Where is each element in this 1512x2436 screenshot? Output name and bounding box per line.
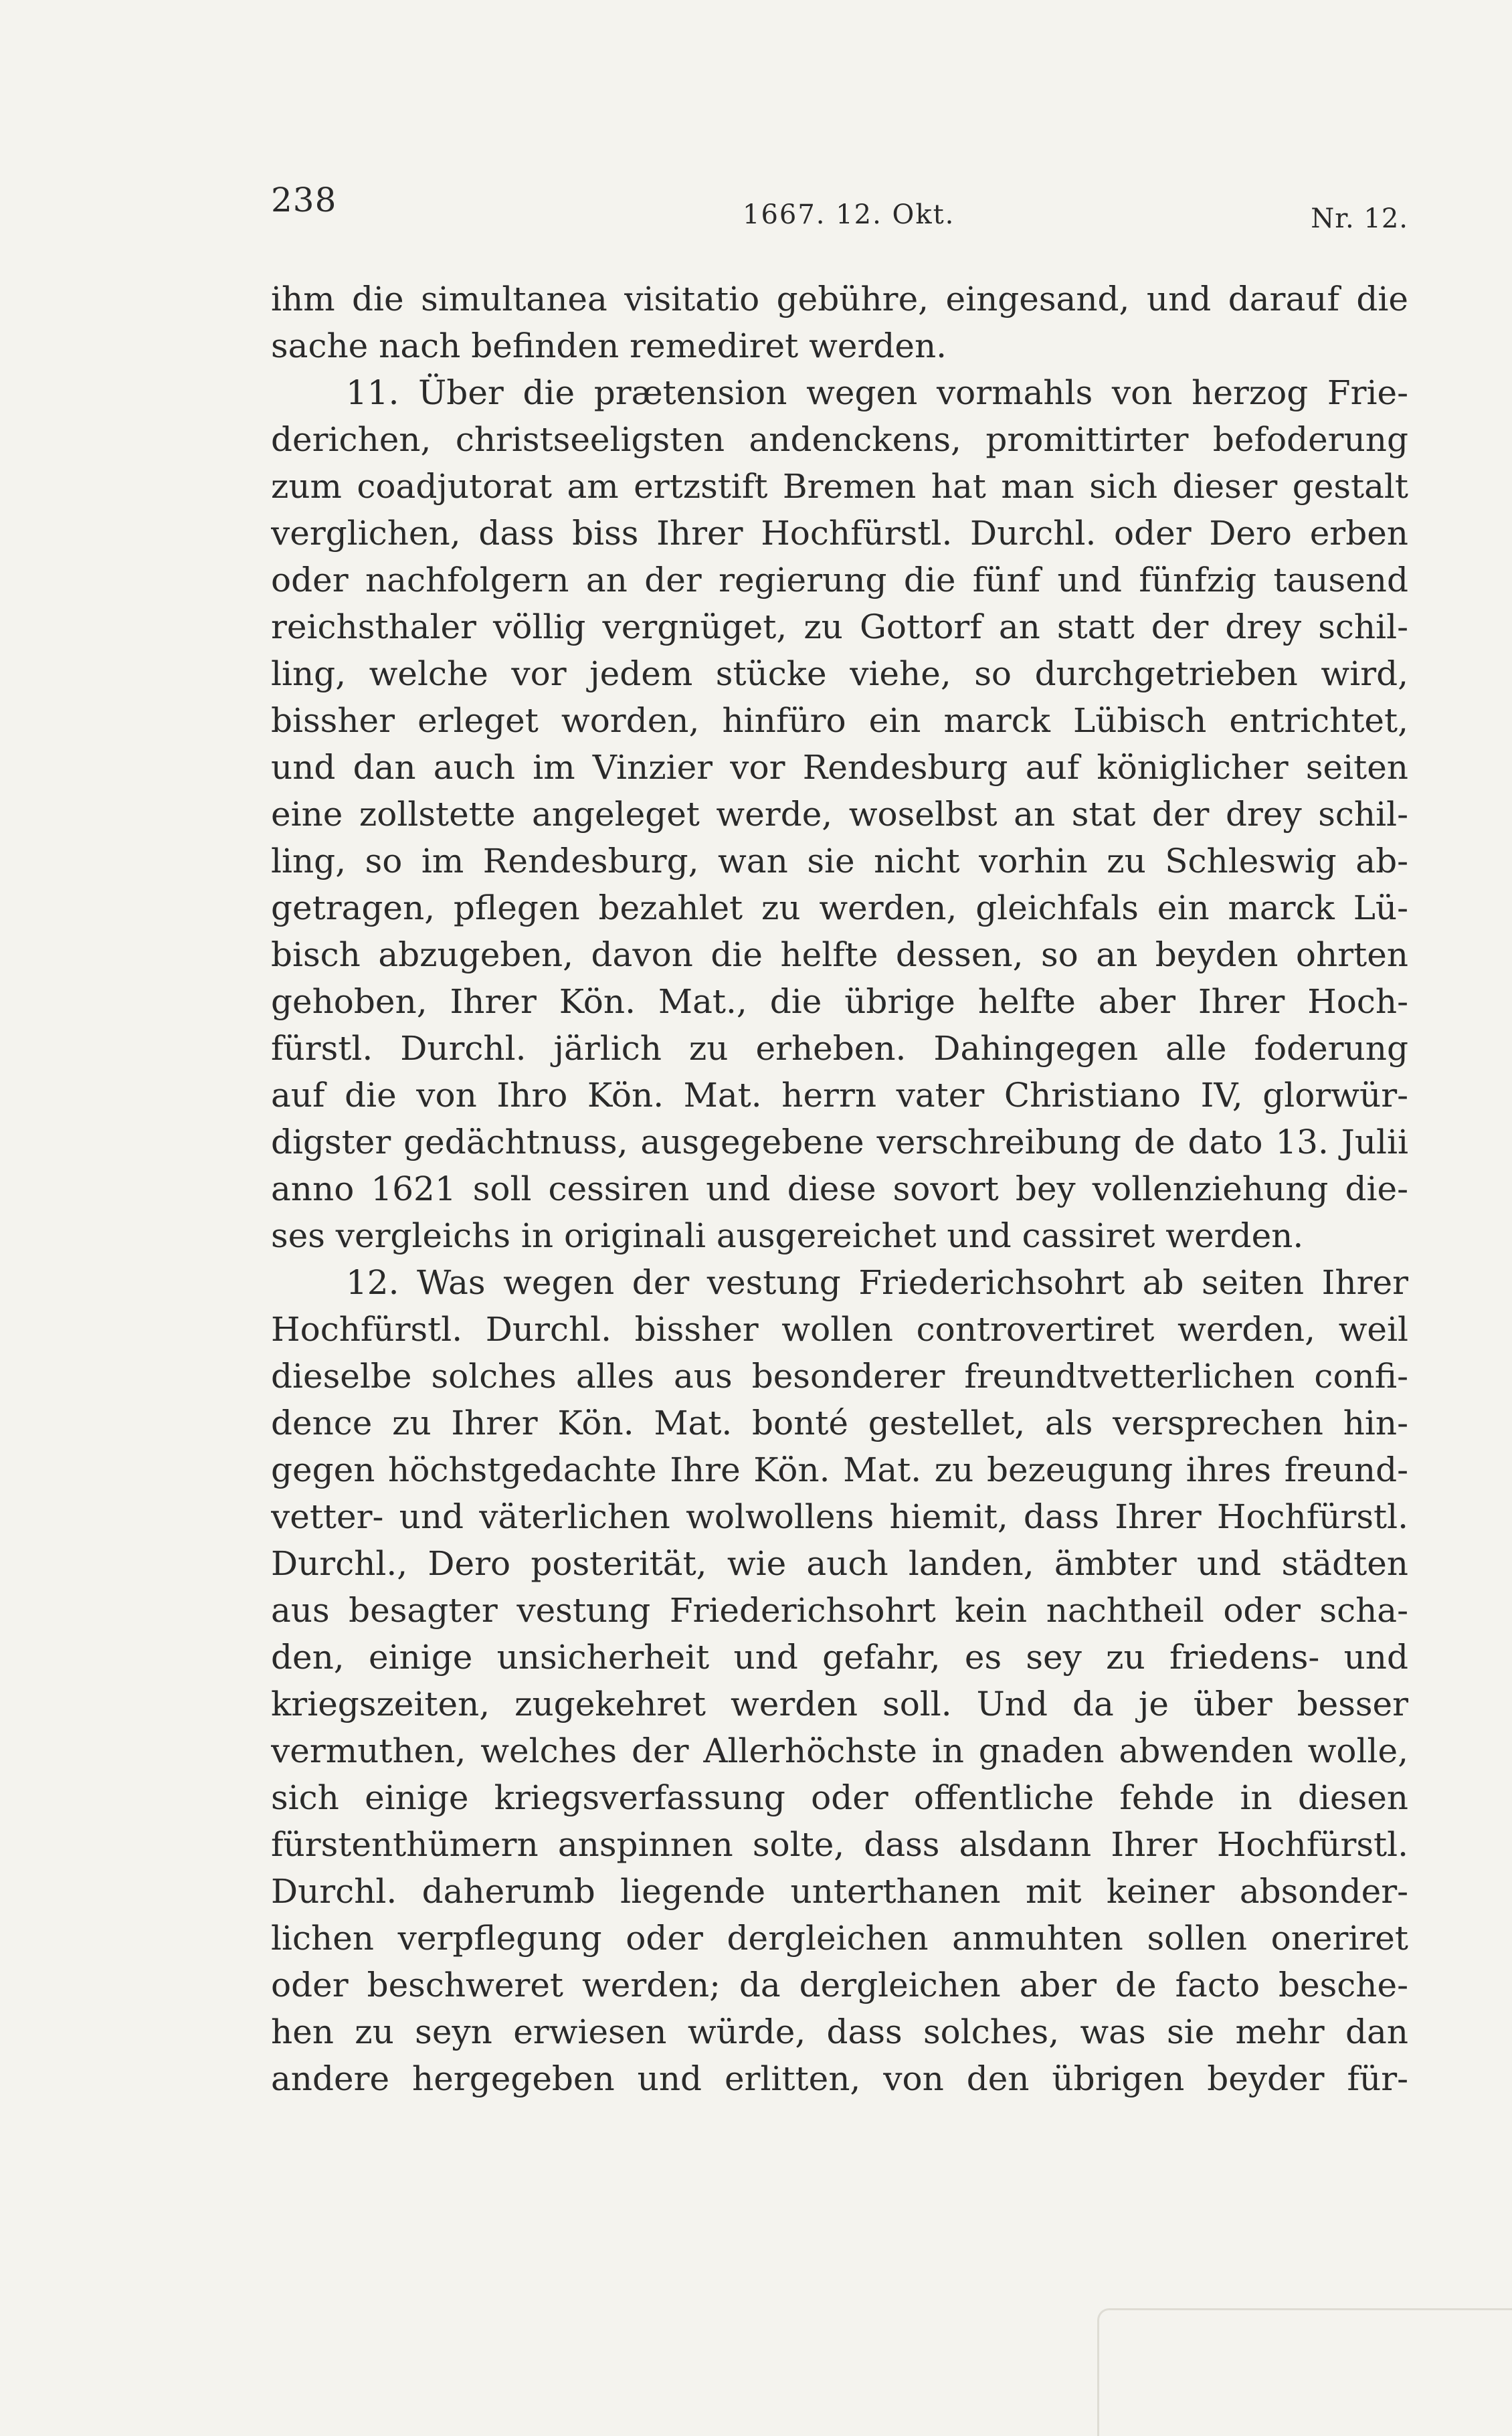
page-number: 238	[271, 181, 337, 219]
text-line: dieselbe solches alles aus besonderer freundtvetterlichen confi-	[271, 1357, 1408, 1396]
text-line: andere hergegeben und erlitten, von den übrigen beyder für-	[271, 2059, 1408, 2098]
body-text	[271, 276, 1408, 2102]
text-line: vetter- und väterlichen wolwollens hiemit, dass Ihrer Hochfürstl.	[271, 1497, 1408, 1536]
text-line: auf die von Ihro Kön. Mat. herrn vater Christiano IV, glorwür-	[271, 1076, 1408, 1115]
paragraph-12-start: 12. Was wegen der vestung Friederichsohrt ab seiten Ihrer	[346, 1263, 1408, 1302]
text-line: oder beschweret werden; da dergleichen aber de facto besche-	[271, 1966, 1408, 2004]
text-line: reichsthaler völlig vergnüget, zu Gottorf an statt der drey schil-	[271, 607, 1408, 646]
text-line: verglichen, dass biss Ihrer Hochfürstl. Durchl. oder Dero erben	[271, 514, 1408, 553]
text-line: eine zollstette angeleget werde, woselbst an stat der drey schil-	[271, 795, 1408, 834]
text-line: bissher erleget worden, hinfüro ein marck Lübisch entrichtet,	[271, 701, 1408, 740]
scan-corner-mark	[1097, 2308, 1512, 2436]
text-line: fürstl. Durchl. järlich zu erheben. Dahingegen alle foderung	[271, 1029, 1408, 1068]
text-line: bisch abzugeben, davon die helfte dessen, so an beyden ohrten	[271, 935, 1408, 974]
paragraph-11-start: 11. Über die prætension wegen vormahls von herzog Frie-	[346, 373, 1408, 412]
text-line: ling, so im Rendesburg, wan sie nicht vorhin zu Schleswig ab-	[271, 842, 1408, 880]
running-header-date: 1667. 12. Okt.	[743, 199, 955, 230]
text-line: dence zu Ihrer Kön. Mat. bonté gestellet, als versprechen hin-	[271, 1404, 1408, 1442]
text-line: anno 1621 soll cessiren und diese sovort bey vollenziehung die-	[271, 1169, 1408, 1208]
text-line: lichen verpflegung oder dergleichen anmuhten sollen oneriret	[271, 1919, 1408, 1958]
text-line: hen zu seyn erwiesen würde, dass solches, was sie mehr dan	[271, 2012, 1408, 2051]
text-line: und dan auch im Vinzier vor Rendesburg auf königlicher seiten	[271, 748, 1408, 787]
text-line: oder nachfolgern an der regierung die fünf und fünfzig tausend	[271, 561, 1408, 599]
text-line: Durchl. daherumb liegende unterthanen mit keiner absonder-	[271, 1872, 1408, 1911]
text-line: sich einige kriegsverfassung oder offentliche fehde in diesen	[271, 1778, 1408, 1817]
text-line: digster gedächtnuss, ausgegebene verschreibung de dato 13. Julii	[271, 1123, 1408, 1161]
text-line: gegen höchstgedachte Ihre Kön. Mat. zu bezeugung ihres freund-	[271, 1450, 1408, 1489]
text-line: aus besagter vestung Friederichsohrt kein nachtheil oder scha-	[271, 1591, 1408, 1630]
text-line: den, einige unsicherheit und gefahr, es sey zu friedens- und	[271, 1638, 1408, 1677]
text-line: getragen, pflegen bezahlet zu werden, gleichfals ein marck Lü-	[271, 888, 1408, 927]
text-line: Durchl., Dero posterität, wie auch landen, ämbter und städten	[271, 1544, 1408, 1583]
text-line: Hochfürstl. Durchl. bissher wollen controvertiret werden, weil	[271, 1310, 1408, 1349]
text-line: sache nach befinden remediret werden.	[271, 326, 947, 365]
text-line: ihm die simultanea visitatio gebühre, eingesand, und darauf die	[271, 280, 1408, 318]
text-line: kriegszeiten, zugekehret werden soll. Und da je über besser	[271, 1685, 1408, 1723]
text-line: derichen, christseeligsten andenckens, promittirter befoderung	[271, 420, 1408, 459]
text-line: ling, welche vor jedem stücke viehe, so durchgetrieben wird,	[271, 654, 1408, 693]
text-line: ses vergleichs in originali ausgereichet und cassiret werden.	[271, 1216, 1304, 1255]
text-line: zum coadjutorat am ertzstift Bremen hat man sich dieser gestalt	[271, 467, 1408, 506]
document-number: Nr. 12.	[1311, 203, 1408, 234]
page-header	[271, 181, 1408, 241]
text-line: vermuthen, welches der Allerhöchste in gnaden abwenden wolle,	[271, 1731, 1408, 1770]
text-line: fürstenthümern anspinnen solte, dass alsdann Ihrer Hochfürstl.	[271, 1825, 1408, 1864]
text-line: gehoben, Ihrer Kön. Mat., die übrige helfte aber Ihrer Hoch-	[271, 982, 1408, 1021]
